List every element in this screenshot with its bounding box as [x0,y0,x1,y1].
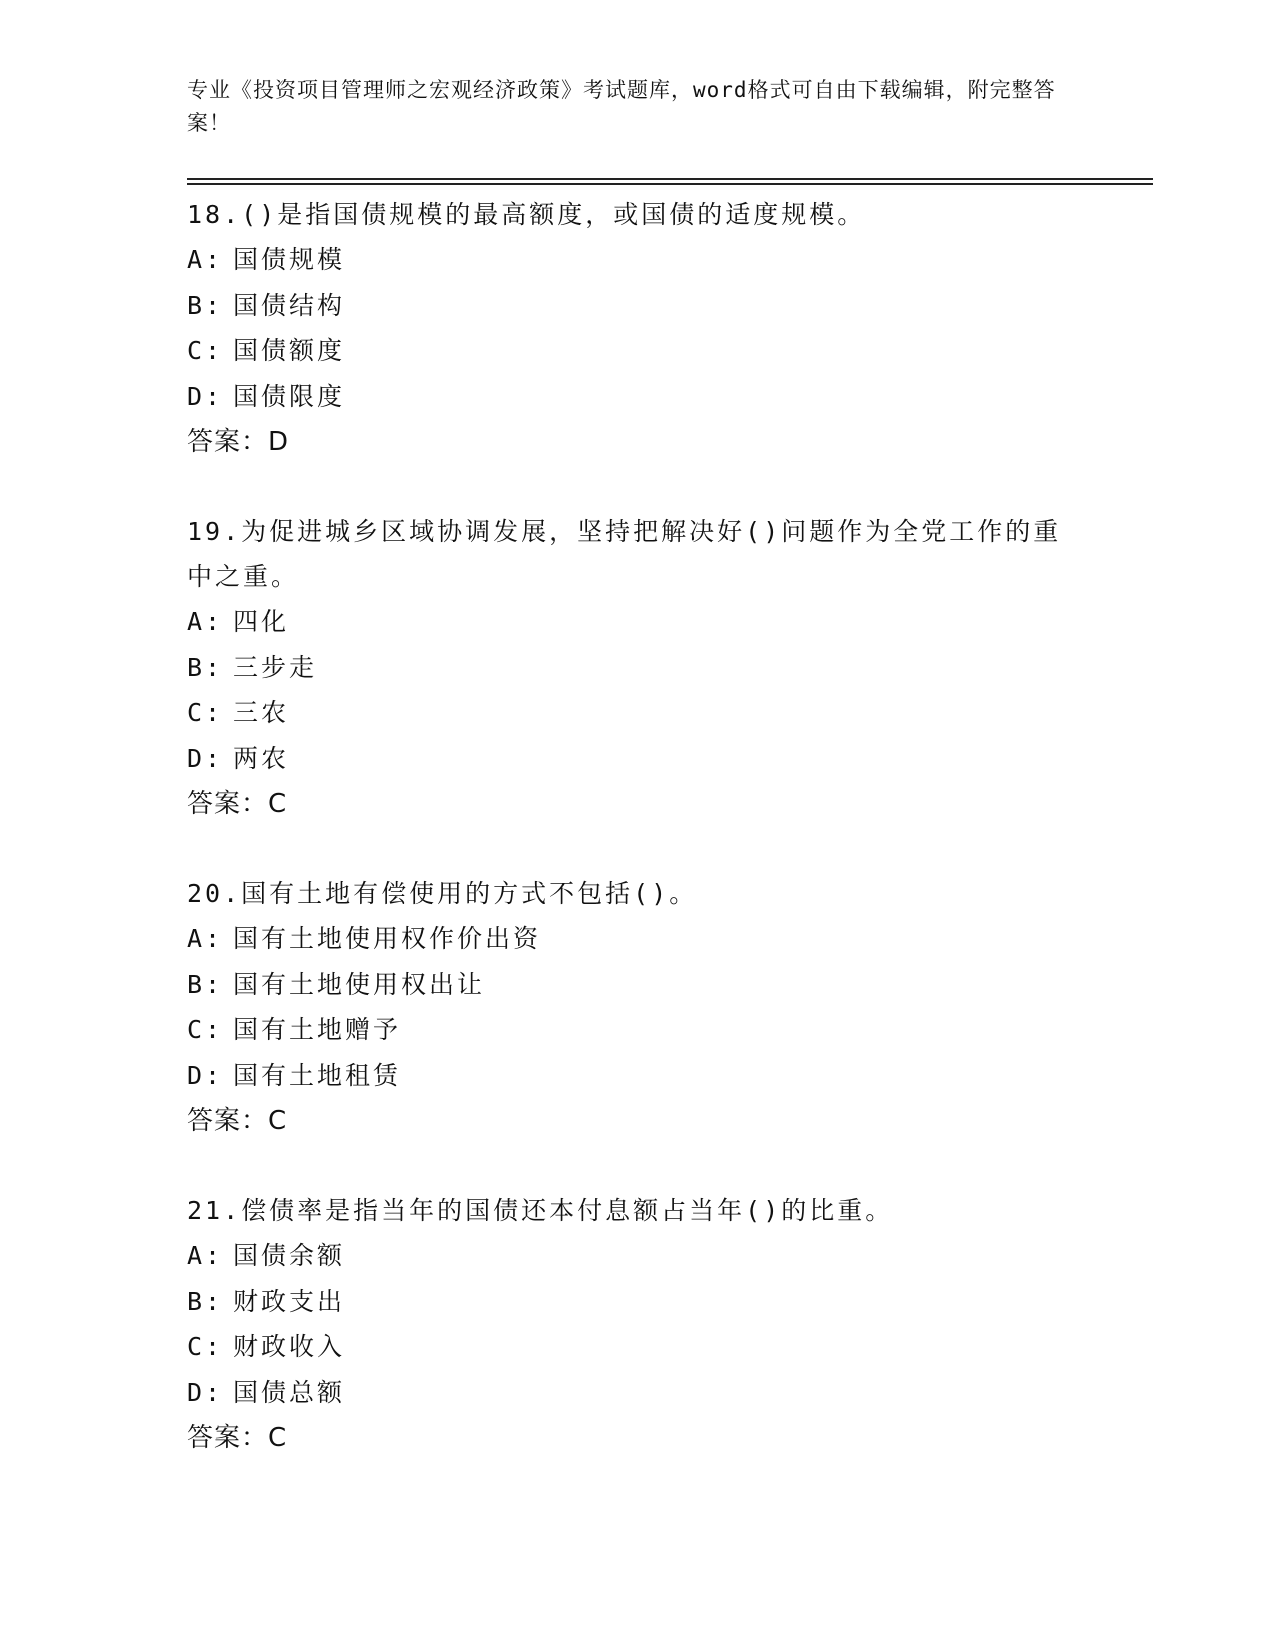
question-21 [187,1188,1087,1461]
option-text: 国债规模 [233,245,346,274]
question-list [187,192,1087,1505]
option-key: D: [187,381,224,411]
option-key: C: [187,1015,224,1044]
option-text: 四化 [233,607,290,636]
option-key: B: [187,1286,224,1316]
option-a [187,599,1087,645]
option-b [187,1279,1087,1325]
option-a [187,237,1087,283]
option-text: 三农 [233,698,290,727]
option-text: 两农 [233,743,290,773]
header-divider-top [187,178,1153,180]
header-divider-bottom [187,183,1153,185]
option-text: 国债结构 [233,290,346,320]
question-20 [187,871,1087,1144]
option-text: 国有土地赠予 [233,1015,402,1044]
option-text: 三步走 [233,652,318,682]
option-d [187,1370,1087,1416]
option-key: A: [187,607,224,636]
answer-line: 答案：C [187,1423,288,1453]
option-key: A: [187,924,224,953]
question-stem: 20.国有土地有偿使用的方式不包括()。 [187,879,698,908]
option-b [187,645,1087,691]
answer-line: 答案：C [187,1106,288,1136]
question-19 [187,509,1087,827]
option-b [187,283,1087,329]
option-a [187,916,1087,962]
question-18 [187,192,1087,465]
option-b [187,962,1087,1008]
option-key: B: [187,652,224,682]
option-text: 国债限度 [233,381,346,411]
option-text: 国有土地租赁 [233,1060,402,1090]
question-stem: 21.偿债率是指当年的国债还本付息额占当年()的比重。 [187,1196,894,1225]
option-text: 国债额度 [233,336,346,365]
option-a [187,1233,1087,1279]
option-c [187,1324,1087,1370]
option-c [187,690,1087,736]
answer-line: 答案：D [187,427,290,457]
option-text: 财政收入 [233,1332,346,1361]
option-key: C: [187,336,224,365]
option-d [187,1053,1087,1099]
option-key: B: [187,969,224,999]
option-d [187,736,1087,782]
option-d [187,374,1087,420]
option-key: A: [187,1241,224,1270]
option-key: B: [187,290,224,320]
option-text: 国债总额 [233,1377,346,1407]
option-c [187,1007,1087,1053]
option-c [187,328,1087,374]
question-stem: 19.为促进城乡区域协调发展，坚持把解决好()问题作为全党工作的重中之重。 [187,517,1062,591]
answer-line: 答案：C [187,789,288,819]
option-key: D: [187,743,224,773]
document-intro: 专业《投资项目管理师之宏观经济政策》考试题库，word格式可自由下载编辑，附完整答案！ [187,78,1056,135]
option-text: 国有土地使用权作价出资 [233,924,542,953]
option-key: D: [187,1377,224,1407]
option-key: D: [187,1060,224,1090]
option-key: C: [187,1332,224,1361]
option-key: C: [187,698,224,727]
question-stem: 18.()是指国债规模的最高额度，或国债的适度规模。 [187,200,866,229]
option-text: 国债余额 [233,1241,346,1270]
option-text: 国有土地使用权出让 [233,969,486,999]
option-text: 财政支出 [233,1286,346,1316]
option-key: A: [187,245,224,274]
